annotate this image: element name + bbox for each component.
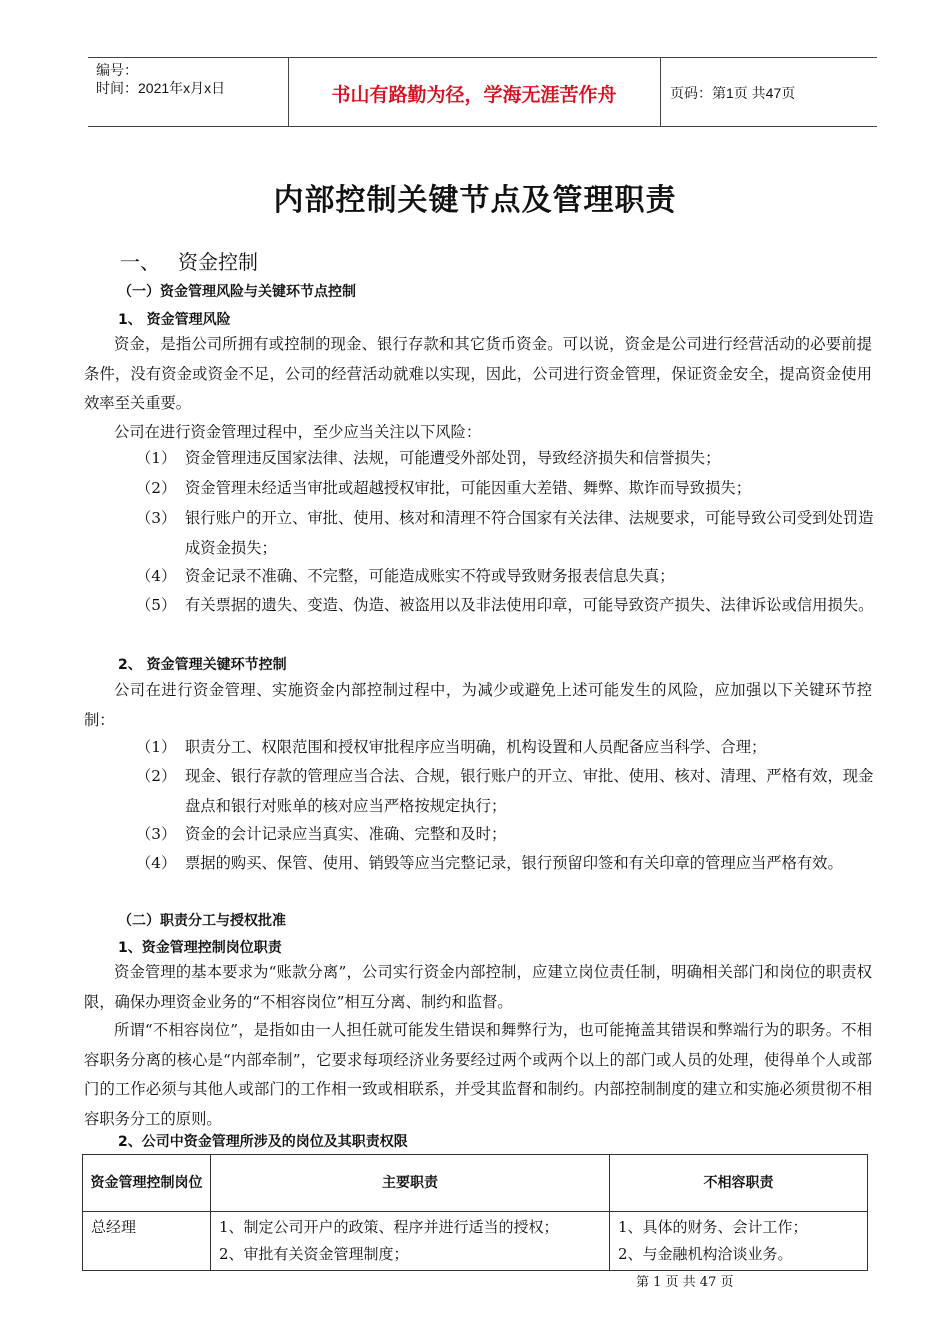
risk-text: 资金管理违反国家法律、法规，可能遭受外部处罚，导致经济损失和信誉损失；	[185, 449, 721, 467]
section-label: 资金控制	[178, 250, 258, 274]
page-info: 页码：第1页 共47页	[670, 85, 796, 101]
header-post: 资金管理控制岗位	[83, 1155, 211, 1212]
document-header	[88, 57, 877, 127]
serial-label: 编号：	[96, 62, 138, 78]
paragraph-4: 资金管理的基本要求为“账款分离”，公司实行资金内部控制，应建立岗位责任制，明确相关部门和岗位的职责权限，确保办理资金业务的“不相容岗位”相互分离、制约和监督。	[84, 963, 872, 1011]
subheading-2: （二）职责分工与授权批准	[118, 913, 286, 929]
subheading-1: （一）资金管理风险与关键环节点控制	[118, 284, 356, 300]
subheading-2-1: 1、资金管理控制岗位职责	[118, 940, 282, 956]
control-num: （3）	[136, 825, 177, 843]
control-num: （2）	[136, 767, 177, 785]
control-num: （4）	[136, 854, 177, 872]
header-motto-cell	[288, 58, 661, 126]
header-duties: 主要职责	[211, 1155, 610, 1212]
risk-num: （5）	[136, 596, 177, 614]
incompatible-line: 2、与金融机构洽谈业务。	[618, 1245, 793, 1263]
date-label: 时间：2021年x月x日	[96, 80, 226, 96]
risk-item	[136, 474, 874, 504]
duty-line: 2、审批有关资金管理制度；	[219, 1245, 409, 1263]
control-item	[136, 733, 874, 763]
control-text: 职责分工、权限范围和授权审批程序应当明确，机构设置和人员配备应当科学、合理；	[185, 738, 767, 756]
paragraph-5: 所谓“不相容岗位”，是指如由一人担任就可能发生错误和舞弊行为，也可能掩盖其错误和弊端行为的职务。不相容职务分离的核心是“内部牵制”，它要求每项经济业务要经过两个或两个以上的部门或人员的处理，使得单个人或部门的工作必须与其他人或部门的工作相一致或相联系，并受其监督和制约。内部控制制度的建立和实施必须贯彻不相容职务分工的原则。	[84, 1021, 872, 1128]
control-text: 资金的会计记录应当真实、准确、完整和及时；	[185, 825, 507, 843]
control-item	[136, 820, 874, 850]
duty-line: 1、制定公司开户的政策、程序并进行适当的授权；	[219, 1218, 559, 1236]
header-page-cell	[660, 58, 877, 126]
subheading-2-2: 2、公司中资金管理所涉及的岗位及其职责权限	[118, 1134, 408, 1150]
page-title: 内部控制关键节点及管理职责	[273, 183, 677, 218]
risk-item	[136, 504, 874, 563]
page-footer: 第 1 页 共 47 页	[636, 1275, 734, 1290]
control-text: 票据的购买、保管、使用、销毁等应当完整记录，银行预留印签和有关印章的管理应当严格有效。	[185, 854, 843, 872]
cell-incompatible	[610, 1212, 868, 1271]
paragraph-1: 资金，是指公司所拥有或控制的现金、银行存款和其它货币资金。可以说，资金是公司进行经营活动的必要前提条件，没有资金或资金不足，公司的经营活动就难以实现，因此，公司进行资金管理，保证资金安全，提高资金使用效率至关重要。	[84, 335, 872, 412]
risk-text: 银行账户的开立、审批、使用、核对和清理不符合国家有关法律、法规要求，可能导致公司受到处罚造成资金损失；	[185, 509, 874, 557]
risk-num: （3）	[136, 509, 177, 527]
table-row	[83, 1212, 868, 1271]
paragraph-3: 公司在进行资金管理、实施资金内部控制过程中，为减少或避免上述可能发生的风险，应加强以下关键环节控制：	[84, 681, 872, 729]
cell-post: 总经理	[83, 1212, 211, 1271]
control-num: （1）	[136, 738, 177, 756]
risk-text: 资金记录不准确、不完整，可能造成账实不符或导致财务报表信息失真；	[185, 567, 675, 585]
risk-item	[136, 444, 874, 474]
paragraph-2: 公司在进行资金管理过程中，至少应当关注以下风险：	[114, 423, 482, 441]
risk-num: （1）	[136, 449, 177, 467]
risk-text: 有关票据的遗失、变造、伪造、被盗用以及非法使用印章，可能导致资产损失、法律诉讼或信用损失。	[185, 596, 874, 614]
risk-num: （4）	[136, 567, 177, 585]
header-incompatible: 不相容职责	[610, 1155, 868, 1212]
control-item	[136, 849, 874, 879]
header-meta-cell	[88, 58, 289, 126]
incompatible-line: 1、具体的财务、会计工作；	[618, 1218, 808, 1236]
risk-num: （2）	[136, 479, 177, 497]
table-header-row	[83, 1155, 868, 1212]
cell-duties	[211, 1212, 610, 1271]
section-number: 一、	[120, 250, 160, 274]
risk-item	[136, 591, 874, 621]
motto: 书山有路勤为径，学海无涯苦作舟	[331, 84, 617, 106]
duties-table	[82, 1154, 868, 1271]
risk-item	[136, 562, 874, 592]
control-text: 现金、银行存款的管理应当合法、合规，银行账户的开立、审批、使用、核对、清理、严格有效，现金盘点和银行对账单的核对应当严格按规定执行；	[185, 767, 874, 815]
section-heading	[120, 246, 258, 275]
subheading-1-1: 1、 资金管理风险	[118, 312, 231, 328]
risk-text: 资金管理未经适当审批或超越授权审批，可能因重大差错、舞弊、欺诈而导致损失；	[185, 479, 751, 497]
control-item	[136, 762, 874, 821]
subheading-1-2: 2、 资金管理关键环节控制	[118, 657, 287, 673]
